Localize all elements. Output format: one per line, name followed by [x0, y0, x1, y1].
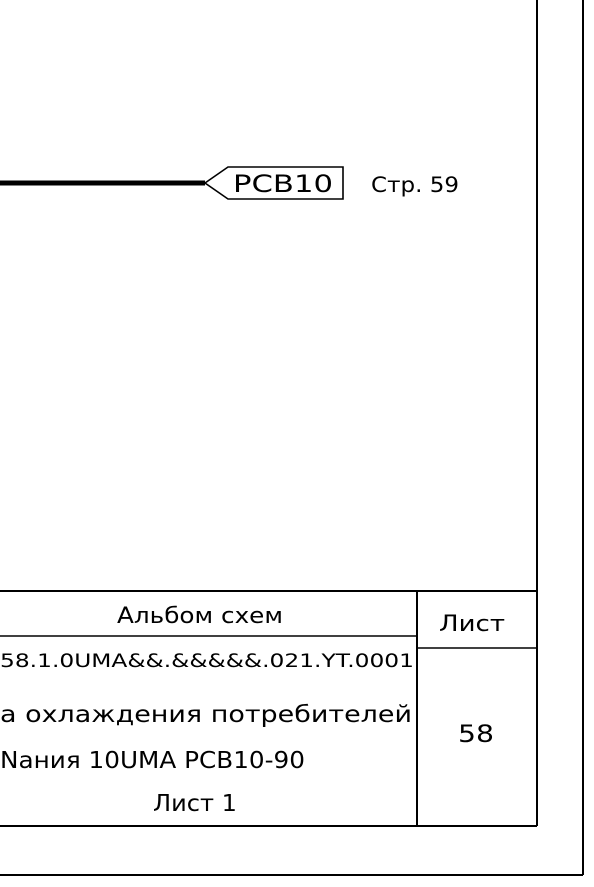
description-line-1: а охлаждения потребителей [0, 702, 412, 728]
connector-tag-label: PCB10 [233, 170, 333, 198]
document-code: 58.1.0UMA&&.&&&&&.021.YT.0001 [0, 650, 414, 672]
sheet-line: Лист 1 [153, 791, 237, 817]
description-line-2: Nания 10UMA PCB10-90 [0, 748, 305, 774]
album-title: Альбом схем [117, 604, 283, 629]
page-reference-label: Стр. 59 [371, 173, 459, 197]
sheet-header-label: Лист [439, 612, 506, 637]
sheet-number: 58 [458, 720, 494, 748]
